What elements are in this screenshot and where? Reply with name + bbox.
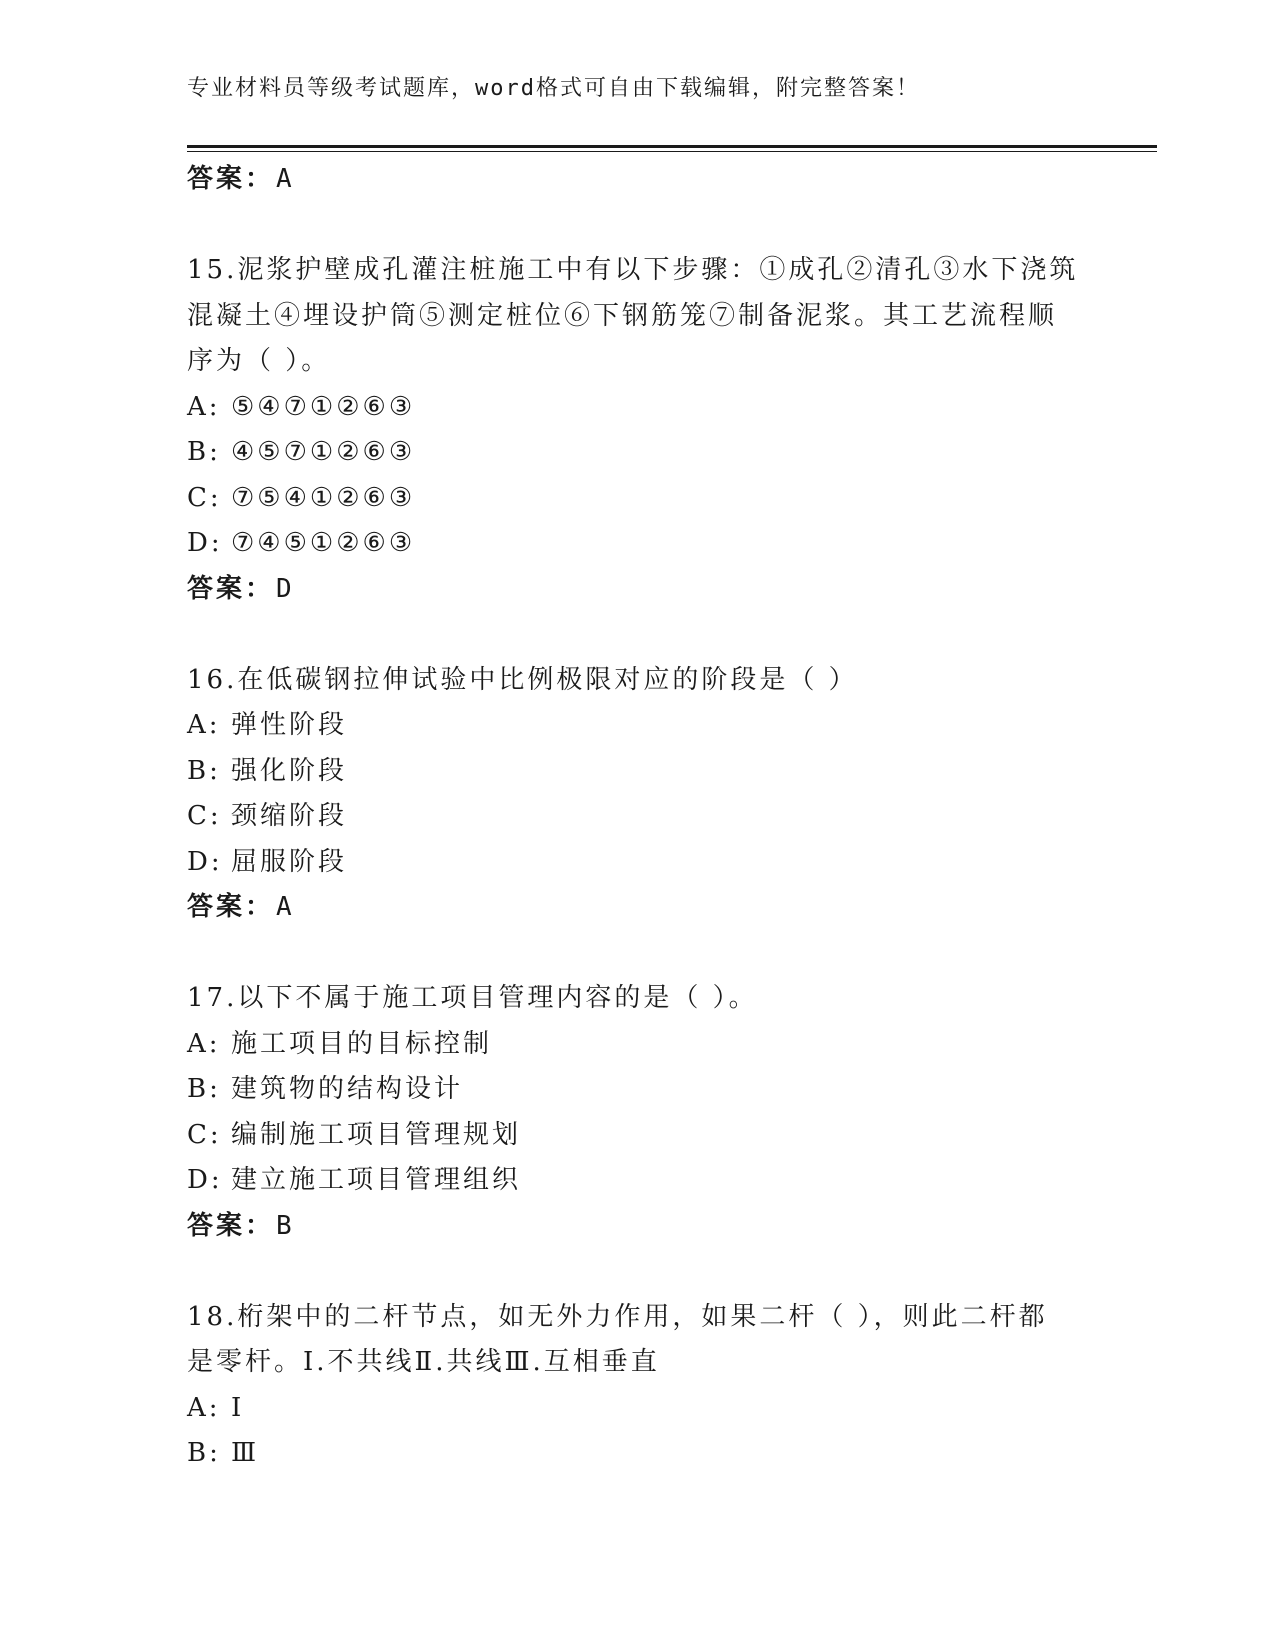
option-b bbox=[187, 1431, 1087, 1477]
option-a bbox=[187, 703, 1087, 749]
option-label: A: bbox=[187, 1028, 221, 1059]
option-label: B: bbox=[187, 755, 221, 786]
answer-line bbox=[187, 885, 1087, 931]
spacer bbox=[187, 931, 1087, 977]
option-text: 建立施工项目管理组织 bbox=[231, 1165, 522, 1195]
question-text-line: 混凝土④埋设护筒⑤测定桩位⑥下钢筋笼⑦制备泥浆。其工艺流程顺 bbox=[187, 300, 1058, 331]
option-label: B: bbox=[187, 1438, 221, 1468]
option-a bbox=[187, 1386, 1087, 1432]
answer-line bbox=[187, 157, 1087, 203]
option-text: 颈缩阶段 bbox=[231, 801, 348, 831]
answer-value: A bbox=[276, 892, 295, 922]
question-text-line: 15.泥浆护壁成孔灌注桩施工中有以下步骤：①成孔②清孔③水下浇筑 bbox=[187, 255, 1079, 285]
option-text: ⑤④⑦①②⑥③ bbox=[231, 391, 416, 422]
option-c bbox=[187, 794, 1087, 840]
option-label: D: bbox=[187, 846, 223, 877]
question-16 bbox=[187, 658, 1087, 931]
question-list bbox=[187, 157, 1087, 1477]
option-b bbox=[187, 430, 1087, 476]
answer-label: 答案： bbox=[187, 573, 275, 604]
question-text-line: 18.桁架中的二杆节点，如无外力作用，如果二杆（ ），则此二杆都 bbox=[187, 1301, 1048, 1332]
answer-label: 答案： bbox=[187, 164, 275, 194]
option-text: ⑦⑤④①②⑥③ bbox=[231, 482, 416, 513]
option-label: B: bbox=[187, 437, 221, 467]
option-text: 弹性阶段 bbox=[231, 710, 348, 740]
option-label: D: bbox=[187, 1165, 223, 1195]
answer-line bbox=[187, 1204, 1087, 1250]
option-d bbox=[187, 1158, 1087, 1204]
answer-line bbox=[187, 567, 1087, 613]
option-b bbox=[187, 1067, 1087, 1113]
question-text-line: 16.在低碳钢拉伸试验中比例极限对应的阶段是（ ） bbox=[187, 664, 858, 695]
option-text: I bbox=[231, 1392, 245, 1423]
answer-label: 答案： bbox=[187, 1210, 275, 1241]
spacer bbox=[187, 1249, 1087, 1295]
option-label: C: bbox=[187, 1119, 222, 1150]
option-label: D: bbox=[187, 528, 223, 558]
header-rule-thick bbox=[187, 145, 1157, 148]
question-15 bbox=[187, 248, 1087, 612]
option-text: ④⑤⑦①②⑥③ bbox=[231, 437, 416, 467]
answer-value: B bbox=[276, 1210, 295, 1241]
question-text-line: 17.以下不属于施工项目管理内容的是（ ）。 bbox=[187, 983, 758, 1013]
option-d bbox=[187, 521, 1087, 567]
option-text: ⑦④⑤①②⑥③ bbox=[231, 528, 416, 558]
option-label: C: bbox=[187, 801, 222, 831]
option-text: 建筑物的结构设计 bbox=[231, 1074, 464, 1104]
page-header: 专业材料员等级考试题库，word格式可自由下载编辑，附完整答案！ bbox=[187, 76, 920, 101]
answer-value: D bbox=[276, 573, 295, 604]
option-text: 施工项目的目标控制 bbox=[231, 1028, 493, 1059]
option-text: 强化阶段 bbox=[231, 755, 348, 786]
option-label: C: bbox=[187, 482, 222, 513]
question-text-line: 是零杆。I.不共线Ⅱ.共线Ⅲ.互相垂直 bbox=[187, 1347, 660, 1377]
option-label: B: bbox=[187, 1074, 221, 1104]
option-text: Ⅲ bbox=[231, 1438, 260, 1468]
question-17 bbox=[187, 976, 1087, 1249]
option-c bbox=[187, 476, 1087, 522]
option-c bbox=[187, 1113, 1087, 1159]
option-d bbox=[187, 840, 1087, 886]
answer-label: 答案： bbox=[187, 892, 275, 922]
spacer bbox=[187, 612, 1087, 658]
option-b bbox=[187, 749, 1087, 795]
option-a bbox=[187, 1022, 1087, 1068]
question-text-line: 序为（ ）。 bbox=[187, 346, 331, 376]
option-label: A: bbox=[187, 391, 221, 422]
option-text: 编制施工项目管理规划 bbox=[231, 1119, 522, 1150]
option-label: A: bbox=[187, 1392, 221, 1423]
option-label: A: bbox=[187, 710, 221, 740]
option-text: 屈服阶段 bbox=[231, 846, 348, 877]
answer-value: A bbox=[276, 164, 295, 194]
question-18 bbox=[187, 1295, 1087, 1477]
header-rule-thin bbox=[187, 151, 1157, 152]
option-a bbox=[187, 385, 1087, 431]
spacer bbox=[187, 203, 1087, 249]
